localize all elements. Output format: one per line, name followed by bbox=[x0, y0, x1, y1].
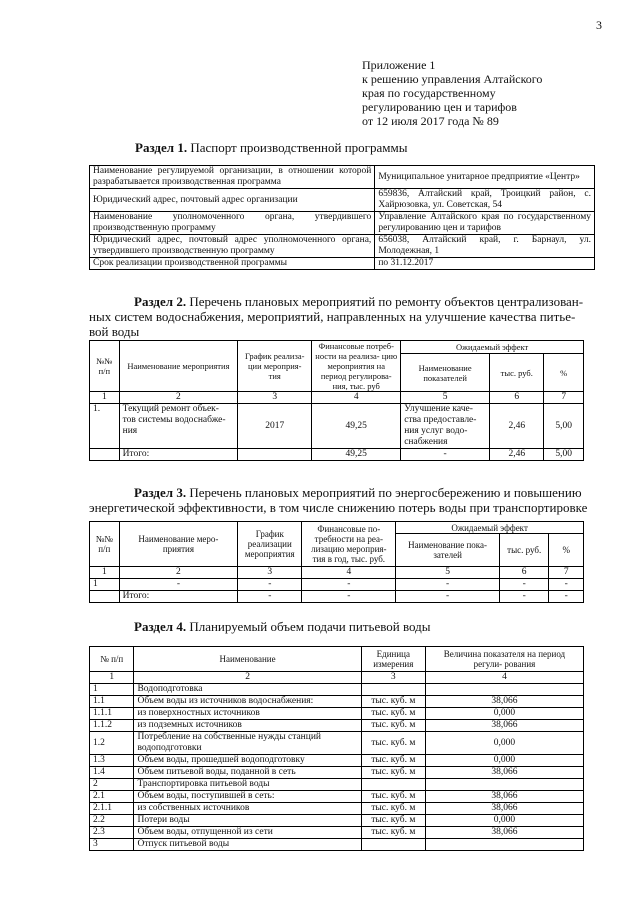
col-header-finance: Финансовые по- требности на реа- лизацию мероприя- тия в год, тыс. руб. bbox=[302, 522, 396, 567]
row-number: 2.1 bbox=[90, 791, 134, 803]
row-number: 2.1.1 bbox=[90, 803, 134, 815]
table-row bbox=[90, 827, 584, 839]
column-number: 2 bbox=[134, 672, 361, 684]
col-header-num: №№ п/п bbox=[90, 522, 120, 567]
row-number: 1.3 bbox=[90, 755, 134, 767]
unit-cell: тыс. куб. м bbox=[361, 755, 425, 767]
table-row bbox=[90, 767, 584, 779]
repair-measures-table bbox=[89, 340, 584, 461]
total-row bbox=[90, 449, 584, 461]
column-number-row bbox=[90, 672, 584, 684]
indicator-name: Отпуск питьевой воды bbox=[134, 839, 361, 851]
passport-label: Юридический адрес, почтовый адрес организации bbox=[90, 189, 375, 212]
passport-value: Управление Алтайского края по государственному регулированию цен и тарифов bbox=[375, 212, 595, 235]
col-header-percent: % bbox=[544, 354, 584, 392]
section1-title: Паспорт производственной программы bbox=[190, 140, 408, 155]
column-number: 4 bbox=[425, 672, 583, 684]
column-number: 1 bbox=[90, 567, 120, 579]
passport-value: по 31.12.2017 bbox=[375, 258, 595, 270]
total-thousand: - bbox=[499, 591, 548, 603]
table-row bbox=[90, 720, 584, 732]
passport-label: Наименование уполномоченного органа, утвердившего производственную программу bbox=[90, 212, 375, 235]
indicator-name: из собственных источников bbox=[134, 803, 361, 815]
passport-label: Срок реализации производственной программы bbox=[90, 258, 375, 270]
section2-heading bbox=[89, 294, 589, 339]
column-number: 4 bbox=[312, 392, 401, 404]
value-cell: 38,066 bbox=[425, 803, 583, 815]
unit-cell: тыс. куб. м bbox=[361, 791, 425, 803]
indicator-name: Объем питьевой воды, поданной в сеть bbox=[134, 767, 361, 779]
indicator-name: Водоподготовка bbox=[134, 684, 361, 696]
total-percent: 5,00 bbox=[544, 449, 584, 461]
table-cell: - bbox=[238, 579, 302, 591]
column-number: 3 bbox=[238, 567, 302, 579]
unit-cell: тыс. куб. м bbox=[361, 732, 425, 755]
measure-finance: 49,25 bbox=[312, 404, 401, 449]
measure-name: Текущий ремонт объек- тов системы водоснабже- ния bbox=[119, 404, 238, 449]
total-schedule: - bbox=[238, 591, 302, 603]
page-number: 3 bbox=[596, 18, 602, 32]
section4-heading bbox=[134, 619, 431, 634]
col-header-effect: Ожидаемый эффект bbox=[396, 522, 584, 534]
unit-cell bbox=[361, 684, 425, 696]
row-number: 1 bbox=[90, 579, 120, 591]
row-number: 1. bbox=[90, 404, 120, 449]
col-header-value: Величина показателя на период регули- рования bbox=[425, 647, 583, 672]
value-cell: 0,000 bbox=[425, 755, 583, 767]
passport-table bbox=[89, 165, 595, 270]
col-header-indicator: Наименование пока- зателей bbox=[396, 534, 500, 567]
section4-number: Раздел 4. bbox=[134, 619, 187, 634]
table-row bbox=[90, 166, 595, 189]
table-row bbox=[90, 839, 584, 851]
column-number: 7 bbox=[544, 392, 584, 404]
row-number: 2.2 bbox=[90, 815, 134, 827]
table-row bbox=[90, 732, 584, 755]
appendix-line: к решению управления Алтайского bbox=[362, 72, 543, 86]
section1-number: Раздел 1. bbox=[135, 140, 188, 155]
col-header-num: №№ п/п bbox=[90, 341, 120, 392]
unit-cell: тыс. куб. м bbox=[361, 803, 425, 815]
value-cell bbox=[425, 839, 583, 851]
table-cell: - bbox=[499, 579, 548, 591]
value-cell: 38,066 bbox=[425, 767, 583, 779]
appendix-line: Приложение 1 bbox=[362, 58, 436, 72]
unit-cell: тыс. куб. м bbox=[361, 696, 425, 708]
col-header-effect: Ожидаемый эффект bbox=[401, 341, 584, 354]
appendix-line: края по государственному bbox=[362, 86, 496, 100]
appendix-line: от 12 июля 2017 года № 89 bbox=[362, 114, 499, 128]
value-cell: 0,000 bbox=[425, 815, 583, 827]
row-number: 2.3 bbox=[90, 827, 134, 839]
water-supply-volume-table bbox=[89, 646, 584, 851]
table-row bbox=[90, 755, 584, 767]
total-indicator: - bbox=[401, 449, 490, 461]
table-cell: - bbox=[549, 579, 584, 591]
indicator-name: Объем воды, прошедшей водоподготовку bbox=[134, 755, 361, 767]
indicator-name: Объем воды, поступившей в сеть: bbox=[134, 791, 361, 803]
section3-title-line: энергетической эффективности, в том числе снижению потерь воды при транспортировке bbox=[89, 500, 588, 515]
section2-title-line: вой воды bbox=[89, 324, 140, 339]
section3-number: Раздел 3. bbox=[134, 485, 187, 500]
table-row bbox=[90, 684, 584, 696]
col-header-name: Наименование мероприятия bbox=[119, 341, 238, 392]
measure-percent: 5,00 bbox=[544, 404, 584, 449]
passport-value: 659836, Алтайский край, Троицкий район, с. Хайрюзовка, ул. Советская, 54 bbox=[375, 189, 595, 212]
row-number: 3 bbox=[90, 839, 134, 851]
table-row bbox=[90, 791, 584, 803]
col-header-thousand: тыс. руб. bbox=[490, 354, 544, 392]
total-finance: - bbox=[302, 591, 396, 603]
col-header-thousand: тыс. руб. bbox=[499, 534, 548, 567]
table-row bbox=[90, 708, 584, 720]
indicator-name: Объем воды, отпущенной из сети bbox=[134, 827, 361, 839]
col-header-indicator: Наименование показателей bbox=[401, 354, 490, 392]
column-number: 2 bbox=[119, 392, 238, 404]
col-header-name: Наименование меро- приятия bbox=[119, 522, 238, 567]
table-row bbox=[90, 212, 595, 235]
indicator-name: Объем воды из источников водоснабжения: bbox=[134, 696, 361, 708]
indicator-name: Потребление на собственные нужды станций водоподготовки bbox=[134, 732, 361, 755]
row-number: 1.1.2 bbox=[90, 720, 134, 732]
unit-cell bbox=[361, 839, 425, 851]
row-number: 1.1 bbox=[90, 696, 134, 708]
section2-number: Раздел 2. bbox=[134, 294, 187, 309]
table-row bbox=[90, 258, 595, 270]
row-number: 2 bbox=[90, 779, 134, 791]
column-number: 2 bbox=[119, 567, 238, 579]
unit-cell: тыс. куб. м bbox=[361, 815, 425, 827]
column-number-row bbox=[90, 567, 584, 579]
column-number: 1 bbox=[90, 392, 120, 404]
section2-title-line: Перечень плановых мероприятий по ремонту объектов централизован- bbox=[189, 294, 584, 309]
column-number: 4 bbox=[302, 567, 396, 579]
appendix-line: регулированию цен и тарифов bbox=[362, 100, 517, 114]
total-indicator: - bbox=[396, 591, 500, 603]
value-cell: 38,066 bbox=[425, 791, 583, 803]
passport-value: Муниципальное унитарное предприятие «Центр» bbox=[375, 166, 595, 189]
table-row bbox=[90, 803, 584, 815]
column-number: 3 bbox=[238, 392, 312, 404]
col-header-num: № п/п bbox=[90, 647, 134, 672]
value-cell bbox=[425, 684, 583, 696]
col-header-name: Наименование bbox=[134, 647, 361, 672]
total-row bbox=[90, 591, 584, 603]
value-cell: 38,066 bbox=[425, 827, 583, 839]
column-number: 6 bbox=[490, 392, 544, 404]
table-row bbox=[90, 235, 595, 258]
column-number: 7 bbox=[549, 567, 584, 579]
table-row bbox=[90, 579, 584, 591]
table-row bbox=[90, 404, 584, 449]
measure-indicator: Улучшение каче- ства предоставле- ния услуг водо- снабжения bbox=[401, 404, 490, 449]
section4-title: Планируемый объем подачи питьевой воды bbox=[189, 619, 431, 634]
unit-cell: тыс. куб. м bbox=[361, 720, 425, 732]
value-cell: 0,000 bbox=[425, 732, 583, 755]
measure-schedule: 2017 bbox=[238, 404, 312, 449]
section2-title-line: ных систем водоснабжения, мероприятий, направленных на улучшение качества питье- bbox=[89, 309, 576, 324]
row-number: 1.2 bbox=[90, 732, 134, 755]
section3-title-line: Перечень плановых мероприятий по энергосбережению и повышению bbox=[189, 485, 582, 500]
col-header-schedule: График реализа- ции мероприя- тия bbox=[238, 341, 312, 392]
total-thousand: 2,46 bbox=[490, 449, 544, 461]
table-row bbox=[90, 779, 584, 791]
indicator-name: Потери воды bbox=[134, 815, 361, 827]
value-cell: 38,066 bbox=[425, 696, 583, 708]
unit-cell: тыс. куб. м bbox=[361, 827, 425, 839]
appendix-header bbox=[362, 58, 602, 128]
table-row bbox=[90, 696, 584, 708]
table-row bbox=[90, 815, 584, 827]
total-percent: - bbox=[549, 591, 584, 603]
col-header-finance: Финансовые потреб- ности на реализа- цию мероприятия на период регулирова- ния, тыс. руб bbox=[312, 341, 401, 392]
passport-label: Юридический адрес, почтовый адрес уполномоченного органа, утвердившего производственную программу bbox=[90, 235, 375, 258]
passport-label: Наименование регулируемой организации, в отношении которой разрабатывается производственная программа bbox=[90, 166, 375, 189]
table-cell: - bbox=[302, 579, 396, 591]
indicator-name: Транспортировка питьевой воды bbox=[134, 779, 361, 791]
column-number: 5 bbox=[396, 567, 500, 579]
table-cell: - bbox=[396, 579, 500, 591]
value-cell: 38,066 bbox=[425, 720, 583, 732]
row-number: 1.4 bbox=[90, 767, 134, 779]
section1-heading bbox=[135, 140, 407, 155]
col-header-percent: % bbox=[549, 534, 584, 567]
unit-cell: тыс. куб. м bbox=[361, 708, 425, 720]
total-finance: 49,25 bbox=[312, 449, 401, 461]
unit-cell: тыс. куб. м bbox=[361, 767, 425, 779]
value-cell: 0,000 bbox=[425, 708, 583, 720]
col-header-unit: Единица измерения bbox=[361, 647, 425, 672]
col-header-schedule: График реализации мероприятия bbox=[238, 522, 302, 567]
table-row bbox=[90, 189, 595, 212]
value-cell bbox=[425, 779, 583, 791]
passport-value: 656038, Алтайский край, г. Барнаул, ул. Молодежная, 1 bbox=[375, 235, 595, 258]
unit-cell bbox=[361, 779, 425, 791]
row-number: 1.1.1 bbox=[90, 708, 134, 720]
total-label: Итого: bbox=[119, 591, 238, 603]
column-number-row bbox=[90, 392, 584, 404]
energy-saving-table bbox=[89, 521, 584, 603]
row-number: 1 bbox=[90, 684, 134, 696]
table-cell: - bbox=[119, 579, 238, 591]
column-number: 5 bbox=[401, 392, 490, 404]
column-number: 3 bbox=[361, 672, 425, 684]
measure-thousand: 2,46 bbox=[490, 404, 544, 449]
indicator-name: из подземных источников bbox=[134, 720, 361, 732]
column-number: 1 bbox=[90, 672, 134, 684]
section3-heading bbox=[89, 485, 589, 515]
column-number: 6 bbox=[499, 567, 548, 579]
total-label: Итого: bbox=[119, 449, 238, 461]
indicator-name: из поверхностных источников bbox=[134, 708, 361, 720]
